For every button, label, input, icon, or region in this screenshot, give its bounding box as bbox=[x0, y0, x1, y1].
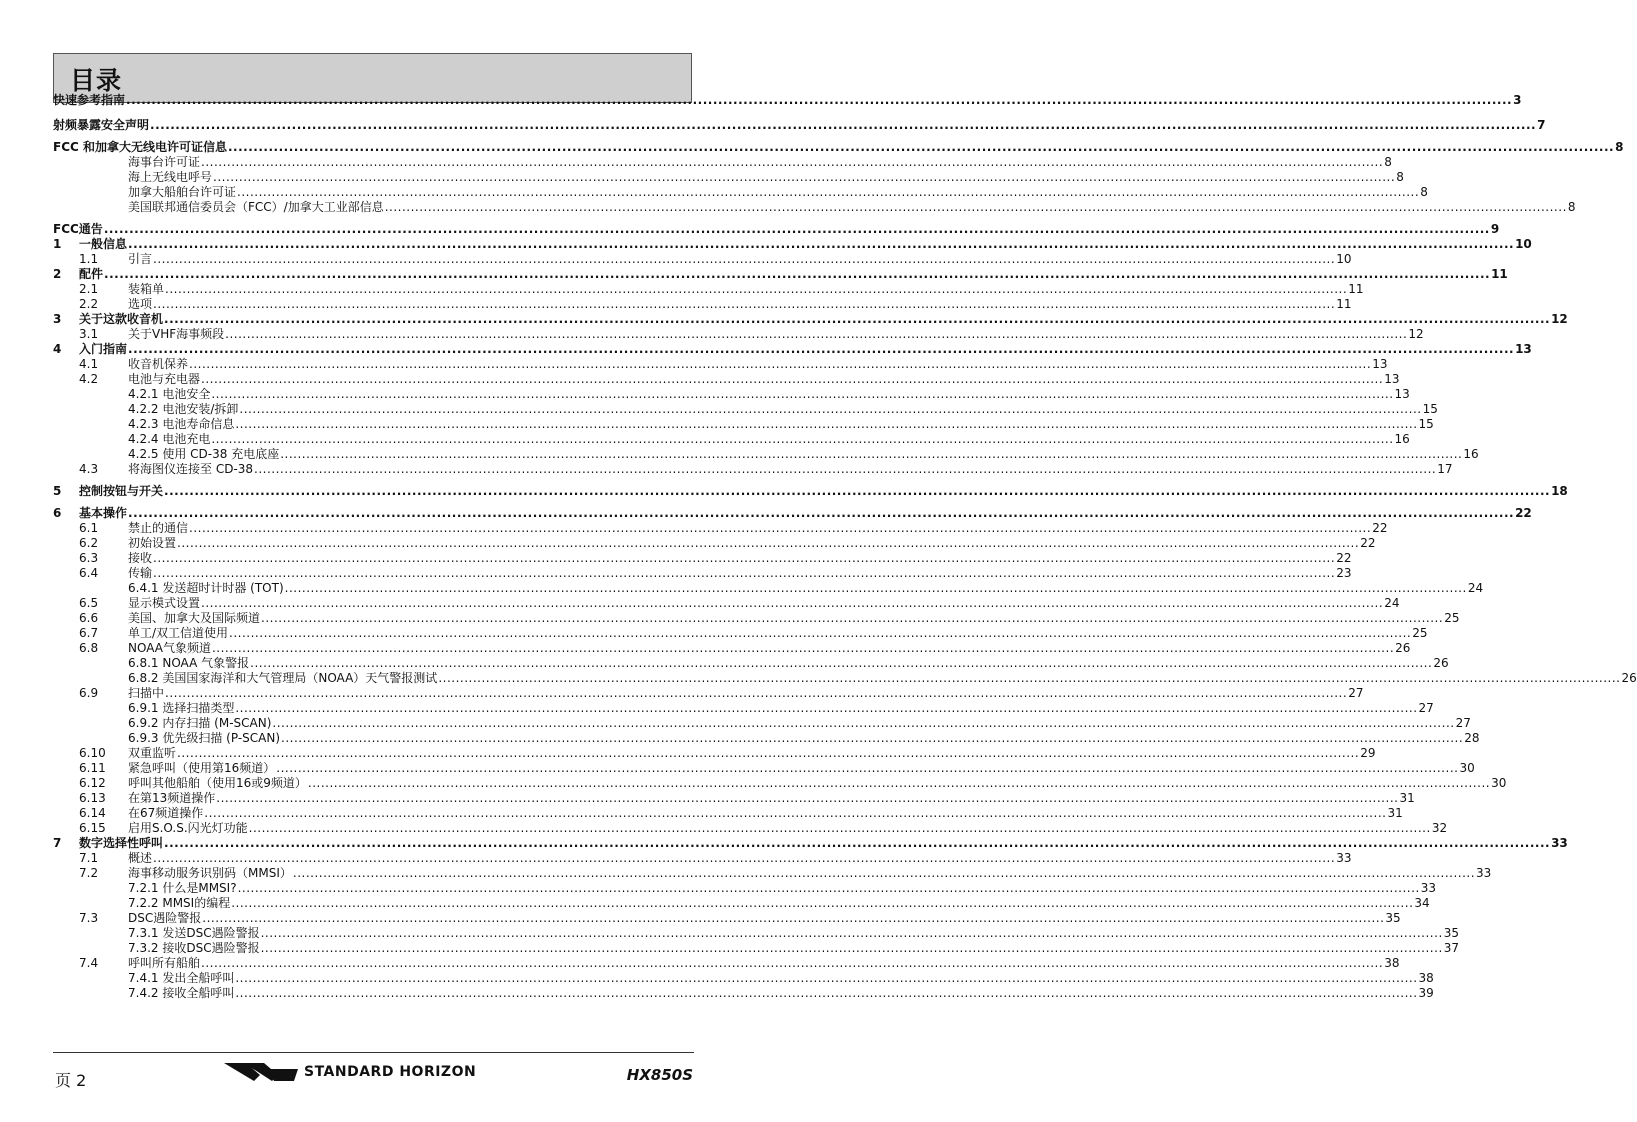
toc-entry-title: 海事移动服务识别码（MMSI） bbox=[128, 866, 292, 880]
toc-entry-page: 8 bbox=[1615, 140, 1624, 154]
toc-entry bbox=[53, 155, 1392, 170]
toc-entry bbox=[53, 581, 1484, 596]
toc-entry-page: 8 bbox=[1567, 200, 1576, 214]
toc-entry bbox=[53, 327, 1424, 342]
toc-dot-leader bbox=[216, 791, 1398, 806]
toc-entry-number: 6.3 bbox=[79, 551, 99, 565]
toc-entry-title: 4.2.1 电池安全 bbox=[128, 387, 211, 401]
toc-entry-number: 1 bbox=[53, 237, 62, 251]
toc-entry-title: 选项 bbox=[128, 297, 153, 311]
toc-entry-page: 11 bbox=[1491, 267, 1508, 281]
toc-entry-number: 6.10 bbox=[79, 746, 106, 760]
toc-entry-page: 8 bbox=[1396, 170, 1404, 184]
toc-entry-title: 扫描中 bbox=[128, 686, 165, 700]
toc-entry-title: 7.4.2 接收全船呼叫 bbox=[128, 986, 235, 1000]
toc-entry bbox=[53, 806, 1403, 821]
toc-entry bbox=[53, 200, 1576, 215]
toc-entry-title: 4.2.4 电池充电 bbox=[128, 432, 211, 446]
toc-entry-title: 6.9.2 内存扫描 (M-SCAN) bbox=[128, 716, 272, 730]
toc-entry-title: 在第13频道操作 bbox=[128, 791, 216, 805]
toc-entry bbox=[53, 596, 1400, 611]
footer-divider bbox=[53, 1052, 694, 1053]
toc-entry-title: 紧急呼叫（使用第16频道） bbox=[128, 761, 276, 775]
toc-entry-page: 23 bbox=[1336, 566, 1352, 580]
toc-dot-leader bbox=[261, 611, 1443, 626]
toc-dot-leader bbox=[165, 686, 1347, 701]
toc-entry bbox=[53, 656, 1449, 671]
toc-entry bbox=[53, 896, 1430, 911]
toc-entry-page: 3 bbox=[1513, 93, 1522, 107]
toc-dot-leader bbox=[308, 776, 1490, 791]
toc-entry-title: 接收 bbox=[128, 551, 153, 565]
toc-dot-leader bbox=[211, 432, 1393, 447]
toc-entry-title: 装箱单 bbox=[128, 282, 165, 296]
toc-entry bbox=[53, 267, 1508, 282]
toc-entry bbox=[53, 881, 1437, 896]
toc-entry-page: 10 bbox=[1515, 237, 1532, 251]
toc-entry-page: 33 bbox=[1336, 851, 1352, 865]
toc-dot-leader bbox=[231, 896, 1413, 911]
toc-entry-title: 7.4.1 发出全船呼叫 bbox=[128, 971, 235, 985]
toc-entry-title: 配件 bbox=[79, 267, 104, 281]
toc-entry-page: 27 bbox=[1455, 716, 1471, 730]
toc-entry-page: 22 bbox=[1515, 506, 1532, 520]
toc-entry bbox=[53, 956, 1400, 971]
toc-entry-page: 22 bbox=[1360, 536, 1376, 550]
toc-entry bbox=[53, 716, 1471, 731]
toc-dot-leader bbox=[164, 836, 1550, 851]
toc-entry-number: 4.3 bbox=[79, 462, 99, 476]
toc-entry-page: 33 bbox=[1420, 881, 1437, 895]
toc-entry-page: 15 bbox=[1418, 417, 1434, 431]
toc-entry-page: 31 bbox=[1387, 806, 1403, 820]
table-of-contents bbox=[53, 93, 1637, 1001]
toc-entry-page: 25 bbox=[1412, 626, 1428, 640]
toc-dot-leader bbox=[126, 96, 1512, 104]
toc-entry-title: FCC通告 bbox=[53, 222, 103, 236]
toc-entry-title: 启用S.O.S.闪光灯功能 bbox=[128, 821, 248, 835]
toc-entry bbox=[53, 372, 1400, 387]
toc-dot-leader bbox=[204, 806, 1386, 821]
toc-dot-leader bbox=[272, 716, 1454, 731]
toc-entry-title: FCC 和加拿大无线电许可证信息 bbox=[53, 140, 227, 154]
toc-dot-leader bbox=[153, 551, 1335, 566]
toc-entry-title: 7.3.2 接收DSC遇险警报 bbox=[128, 941, 260, 955]
toc-entry-page: 24 bbox=[1384, 596, 1400, 610]
toc-dot-leader bbox=[202, 911, 1384, 926]
toc-entry-number: 3.1 bbox=[79, 327, 99, 341]
toc-entry-page: 26 bbox=[1433, 656, 1449, 670]
toc-entry bbox=[53, 746, 1376, 761]
toc-entry-page: 17 bbox=[1437, 462, 1453, 476]
toc-entry-number: 2.2 bbox=[79, 297, 99, 311]
toc-entry bbox=[53, 926, 1460, 941]
toc-entry-title: DSC遇险警报 bbox=[128, 911, 202, 925]
toc-entry bbox=[53, 402, 1438, 417]
toc-dot-leader bbox=[293, 866, 1475, 881]
toc-entry-page: 9 bbox=[1490, 222, 1500, 236]
toc-entry-number: 6.11 bbox=[79, 761, 106, 775]
toc-entry-number: 7 bbox=[53, 836, 62, 850]
toc-entry-page: 30 bbox=[1459, 761, 1475, 775]
toc-dot-leader bbox=[250, 656, 1432, 671]
toc-entry-number: 2 bbox=[53, 267, 62, 281]
toc-entry-title: 6.9.3 优先级扫描 (P-SCAN) bbox=[128, 731, 281, 745]
brand-logo bbox=[224, 1061, 476, 1083]
toc-entry-number: 4.2 bbox=[79, 372, 99, 386]
toc-entry-title: 一般信息 bbox=[79, 237, 128, 251]
toc-entry-number: 5 bbox=[53, 484, 62, 498]
toc-entry bbox=[53, 866, 1492, 881]
toc-entry-page: 15 bbox=[1422, 402, 1438, 416]
toc-dot-leader bbox=[235, 971, 1417, 986]
toc-entry bbox=[53, 521, 1388, 536]
toc-entry bbox=[53, 462, 1453, 477]
toc-entry-title: 基本操作 bbox=[79, 506, 128, 520]
toc-entry bbox=[53, 761, 1475, 776]
toc-dot-leader bbox=[280, 447, 1462, 462]
toc-dot-leader bbox=[104, 267, 1490, 282]
toc-entry-number: 7.1 bbox=[79, 851, 99, 865]
toc-dot-leader bbox=[153, 851, 1335, 866]
toc-entry-title: 6.9.1 选择扫描类型 bbox=[128, 701, 235, 715]
toc-entry-title: 4.2.2 电池安装/拆卸 bbox=[128, 402, 239, 416]
toc-dot-leader bbox=[150, 118, 1536, 133]
toc-entry bbox=[53, 282, 1364, 297]
toc-entry bbox=[53, 297, 1352, 312]
toc-entry-page: 12 bbox=[1408, 327, 1424, 341]
toc-entry-number: 4 bbox=[53, 342, 62, 356]
toc-entry-title: 将海图仪连接至 CD-38 bbox=[128, 462, 254, 476]
toc-entry-page: 31 bbox=[1399, 791, 1415, 805]
toc-entry-number: 6.13 bbox=[79, 791, 106, 805]
toc-entry bbox=[53, 836, 1568, 851]
toc-entry bbox=[53, 971, 1434, 986]
toc-dot-leader bbox=[153, 252, 1335, 267]
toc-entry-number: 1.1 bbox=[79, 252, 99, 266]
toc-entry-title: 7.2.1 什么是MMSI? bbox=[128, 881, 237, 895]
toc-entry-page: 18 bbox=[1551, 484, 1568, 498]
toc-entry-page: 22 bbox=[1372, 521, 1388, 535]
toc-dot-leader bbox=[237, 185, 1419, 200]
toc-entry-title: 单工/双工信道使用 bbox=[128, 626, 229, 640]
toc-entry-number: 4.1 bbox=[79, 357, 99, 371]
toc-dot-leader bbox=[153, 566, 1335, 581]
toc-entry bbox=[53, 641, 1411, 656]
toc-dot-leader bbox=[211, 387, 1393, 402]
toc-entry-number: 6.7 bbox=[79, 626, 99, 640]
toc-dot-leader bbox=[212, 641, 1394, 656]
toc-entry-number: 6.2 bbox=[79, 536, 99, 550]
toc-dot-leader bbox=[225, 327, 1407, 342]
toc-entry-number: 2.1 bbox=[79, 282, 99, 296]
toc-entry-number: 3 bbox=[53, 312, 62, 326]
toc-dot-leader bbox=[177, 746, 1359, 761]
toc-entry-title: 射频暴露安全声明 bbox=[53, 118, 150, 132]
toc-entry-title: 7.2.2 MMSI的编程 bbox=[128, 896, 231, 910]
toc-entry-page: 7 bbox=[1537, 118, 1546, 132]
toc-entry-title: 在67频道操作 bbox=[128, 806, 204, 820]
toc-entry bbox=[53, 312, 1568, 327]
toc-dot-leader bbox=[276, 761, 1458, 776]
toc-dot-leader bbox=[201, 155, 1383, 170]
toc-entry-title: 收音机保养 bbox=[128, 357, 189, 371]
toc-entry-title: NOAA气象频道 bbox=[128, 641, 211, 655]
toc-entry-page: 11 bbox=[1348, 282, 1364, 296]
toc-entry-page: 29 bbox=[1360, 746, 1376, 760]
toc-entry-page: 26 bbox=[1621, 671, 1637, 685]
toc-entry-number: 6.15 bbox=[79, 821, 106, 835]
toc-entry bbox=[53, 821, 1448, 836]
toc-dot-leader bbox=[189, 357, 1371, 372]
toc-entry-title: 4.2.5 使用 CD-38 充电底座 bbox=[128, 447, 280, 461]
toc-entry-page: 27 bbox=[1348, 686, 1364, 700]
toc-entry-page: 25 bbox=[1444, 611, 1460, 625]
toc-dot-leader bbox=[261, 941, 1443, 956]
toc-entry-page: 32 bbox=[1431, 821, 1448, 835]
toc-entry-title: 概述 bbox=[128, 851, 153, 865]
toc-entry bbox=[53, 731, 1480, 746]
toc-dot-leader bbox=[385, 200, 1567, 215]
toc-entry bbox=[53, 93, 1522, 111]
toc-entry bbox=[53, 118, 1546, 133]
toc-entry-number: 6.6 bbox=[79, 611, 99, 625]
toc-entry-page: 28 bbox=[1464, 731, 1480, 745]
toc-entry-title: 初始设置 bbox=[128, 536, 177, 550]
toc-entry-number: 7.2 bbox=[79, 866, 99, 880]
toc-spacer bbox=[53, 133, 694, 140]
toc-entry bbox=[53, 357, 1388, 372]
toc-entry-title: 海上无线电呼号 bbox=[128, 170, 213, 184]
toc-entry bbox=[53, 986, 1434, 1001]
toc-entry bbox=[53, 791, 1415, 806]
toc-entry-title: 传输 bbox=[128, 566, 153, 580]
toc-entry bbox=[53, 626, 1428, 641]
toc-entry-number: 6.8 bbox=[79, 641, 99, 655]
toc-dot-leader bbox=[164, 484, 1550, 499]
toc-dot-leader bbox=[229, 626, 1411, 641]
toc-entry-title: 7.3.1 发送DSC遇险警报 bbox=[128, 926, 260, 940]
toc-dot-leader bbox=[228, 140, 1614, 155]
toc-entry bbox=[53, 611, 1460, 626]
toc-entry-page: 13 bbox=[1394, 387, 1410, 401]
toc-entry-number: 7.4 bbox=[79, 956, 99, 970]
toc-entry-page: 11 bbox=[1336, 297, 1352, 311]
toc-entry-page: 24 bbox=[1467, 581, 1484, 595]
toc-entry-title: 显示模式设置 bbox=[128, 596, 201, 610]
toc-entry-title: 呼叫其他船舶（使用16或9频道） bbox=[128, 776, 307, 790]
toc-entry-number: 6.4 bbox=[79, 566, 99, 580]
toc-entry bbox=[53, 551, 1352, 566]
toc-entry bbox=[53, 342, 1532, 357]
toc-entry bbox=[53, 185, 1428, 200]
toc-dot-leader bbox=[438, 671, 1620, 686]
toc-entry-title: 美国联邦通信委员会（FCC）/加拿大工业部信息 bbox=[128, 200, 384, 214]
toc-spacer bbox=[53, 215, 694, 222]
toc-entry bbox=[53, 484, 1568, 499]
toc-dot-leader bbox=[239, 402, 1421, 417]
toc-spacer bbox=[53, 477, 694, 484]
toc-entry-title: 入门指南 bbox=[79, 342, 128, 356]
toc-dot-leader bbox=[201, 596, 1383, 611]
toc-entry bbox=[53, 566, 1352, 581]
toc-entry-number: 6.12 bbox=[79, 776, 106, 790]
toc-entry-number: 6.1 bbox=[79, 521, 99, 535]
toc-dot-leader bbox=[201, 372, 1383, 387]
toc-entry bbox=[53, 222, 1500, 237]
toc-entry bbox=[53, 911, 1401, 926]
toc-entry-page: 27 bbox=[1418, 701, 1434, 715]
toc-entry-page: 16 bbox=[1463, 447, 1479, 461]
brand-wave-icon bbox=[224, 1061, 298, 1083]
toc-entry bbox=[53, 536, 1376, 551]
toc-entry-page: 33 bbox=[1476, 866, 1492, 880]
toc-dot-leader bbox=[153, 297, 1335, 312]
toc-entry bbox=[53, 237, 1532, 252]
toc-entry-page: 39 bbox=[1418, 986, 1434, 1000]
toc-entry-page: 10 bbox=[1336, 252, 1352, 266]
toc-dot-leader bbox=[249, 821, 1431, 836]
toc-entry-page: 26 bbox=[1395, 641, 1411, 655]
toc-dot-leader bbox=[235, 417, 1417, 432]
toc-dot-leader bbox=[128, 342, 1514, 357]
toc-dot-leader bbox=[164, 312, 1550, 327]
toc-entry-page: 12 bbox=[1551, 312, 1568, 326]
toc-dot-leader bbox=[235, 986, 1417, 1001]
toc-entry bbox=[53, 701, 1434, 716]
toc-dot-leader bbox=[128, 237, 1514, 252]
toc-entry-page: 22 bbox=[1336, 551, 1352, 565]
toc-entry-number: 6.14 bbox=[79, 806, 106, 820]
toc-spacer bbox=[53, 111, 694, 118]
toc-entry-title: 4.2.3 电池寿命信息 bbox=[128, 417, 235, 431]
toc-entry bbox=[53, 417, 1434, 432]
model-name: HX850S bbox=[626, 1066, 693, 1084]
toc-entry-page: 35 bbox=[1443, 926, 1460, 940]
toc-entry-title: 6.4.1 发送超时计时器 (TOT) bbox=[128, 581, 284, 595]
toc-entry bbox=[53, 851, 1352, 866]
toc-entry-title: 双重监听 bbox=[128, 746, 177, 760]
toc-entry bbox=[53, 432, 1410, 447]
toc-entry-number: 6.5 bbox=[79, 596, 99, 610]
toc-spacer bbox=[53, 499, 694, 506]
toc-entry-title: 6.8.2 美国国家海洋和大气管理局（NOAA）天气警报测试 bbox=[128, 671, 438, 685]
toc-entry-page: 38 bbox=[1418, 971, 1434, 985]
toc-entry bbox=[53, 447, 1479, 462]
toc-entry-title: 加拿大船舶台许可证 bbox=[128, 185, 237, 199]
toc-entry bbox=[53, 387, 1410, 402]
toc-entry-title: 关于这款收音机 bbox=[79, 312, 164, 326]
toc-dot-leader bbox=[281, 731, 1463, 746]
toc-entry-page: 8 bbox=[1420, 185, 1428, 199]
toc-entry bbox=[53, 140, 1624, 155]
page-title: 目录 bbox=[70, 66, 123, 95]
toc-entry-number: 6 bbox=[53, 506, 62, 520]
toc-entry-title: 海事台许可证 bbox=[128, 155, 201, 169]
toc-entry-page: 34 bbox=[1414, 896, 1430, 910]
toc-dot-leader bbox=[201, 956, 1383, 971]
toc-entry-page: 13 bbox=[1515, 342, 1532, 356]
toc-entry bbox=[53, 941, 1460, 956]
toc-entry-title: 数字选择性呼叫 bbox=[79, 836, 164, 850]
toc-entry-title: 禁止的通信 bbox=[128, 521, 189, 535]
toc-entry-title: 呼叫所有船舶 bbox=[128, 956, 201, 970]
toc-entry-number: 7.3 bbox=[79, 911, 99, 925]
brand-name: STANDARD HORIZON bbox=[304, 1064, 477, 1080]
toc-dot-leader bbox=[254, 462, 1436, 477]
toc-dot-leader bbox=[261, 926, 1443, 941]
toc-dot-leader bbox=[189, 521, 1371, 536]
toc-dot-leader bbox=[128, 506, 1514, 521]
toc-entry-page: 38 bbox=[1384, 956, 1400, 970]
toc-entry-page: 33 bbox=[1551, 836, 1568, 850]
toc-entry-page: 30 bbox=[1491, 776, 1507, 790]
toc-entry-page: 37 bbox=[1443, 941, 1460, 955]
toc-entry-title: 控制按钮与开关 bbox=[79, 484, 164, 498]
toc-entry-number: 6.9 bbox=[79, 686, 99, 700]
toc-entry-page: 13 bbox=[1372, 357, 1388, 371]
toc-entry-page: 35 bbox=[1385, 911, 1401, 925]
toc-dot-leader bbox=[235, 701, 1417, 716]
toc-dot-leader bbox=[104, 222, 1490, 237]
toc-dot-leader bbox=[285, 581, 1467, 596]
toc-dot-leader bbox=[213, 170, 1395, 185]
toc-entry-page: 8 bbox=[1384, 155, 1392, 169]
toc-entry bbox=[53, 252, 1352, 267]
toc-dot-leader bbox=[177, 536, 1359, 551]
toc-entry bbox=[53, 506, 1532, 521]
toc-entry-title: 美国、加拿大及国际频道 bbox=[128, 611, 261, 625]
toc-entry-title: 6.8.1 NOAA 气象警报 bbox=[128, 656, 250, 670]
toc-entry-title: 关于VHF海事频段 bbox=[128, 327, 225, 341]
toc-entry-title: 引言 bbox=[128, 252, 153, 266]
toc-dot-leader bbox=[238, 881, 1420, 896]
toc-entry bbox=[53, 776, 1507, 791]
toc-entry-title: 电池与充电器 bbox=[128, 372, 201, 386]
toc-entry-page: 13 bbox=[1384, 372, 1400, 386]
toc-entry-title: 快速参考指南 bbox=[53, 93, 126, 107]
toc-entry-page: 16 bbox=[1394, 432, 1410, 446]
page-number: 页 2 bbox=[55, 1071, 87, 1090]
toc-dot-leader bbox=[165, 282, 1347, 297]
toc-entry bbox=[53, 170, 1404, 185]
toc-entry bbox=[53, 671, 1637, 686]
toc-entry bbox=[53, 686, 1364, 701]
